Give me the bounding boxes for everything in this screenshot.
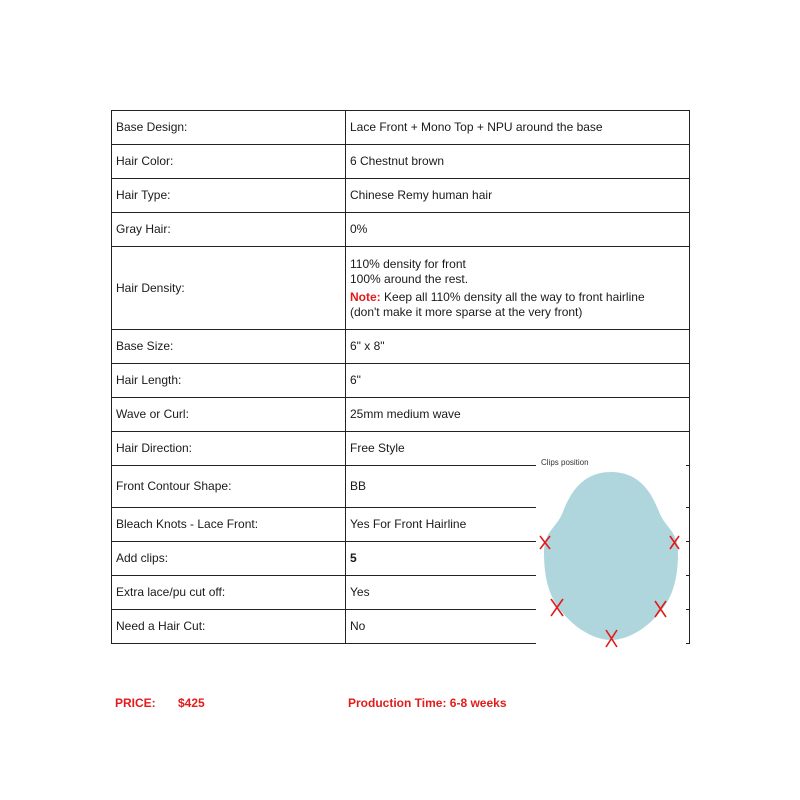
- table-row: [112, 145, 690, 179]
- row-label: Hair Type:: [112, 179, 346, 213]
- row-label: Need a Hair Cut:: [112, 610, 346, 644]
- row-value: 5: [346, 542, 690, 576]
- row-label: Base Size:: [112, 330, 346, 364]
- row-value: Lace Front + Mono Top + NPU around the base: [346, 111, 690, 145]
- table-row: [112, 398, 690, 432]
- row-label: Bleach Knots - Lace Front:: [112, 508, 346, 542]
- price-value: $425: [178, 696, 205, 710]
- clips-diagram-svg: [536, 452, 686, 650]
- table-row: [112, 213, 690, 247]
- note-text-2: (don't make it more sparse at the very front): [350, 304, 583, 319]
- row-value: Yes: [346, 576, 690, 610]
- price-label: PRICE:: [115, 696, 156, 710]
- density-line-1: 110% density for front: [350, 256, 466, 271]
- diagram-label: Clips position: [541, 458, 589, 467]
- row-label: Hair Length:: [112, 364, 346, 398]
- table-row: [112, 330, 690, 364]
- hair-base-shape: [544, 472, 678, 640]
- row-label: Extra lace/pu cut off:: [112, 576, 346, 610]
- row-label: Front Contour Shape:: [112, 466, 346, 508]
- table-row: [112, 364, 690, 398]
- row-label: Base Design:: [112, 111, 346, 145]
- row-label: Hair Direction:: [112, 432, 346, 466]
- table-row: [112, 111, 690, 145]
- row-value: 6 Chestnut brown: [346, 145, 690, 179]
- table-row: [112, 179, 690, 213]
- density-value: [346, 247, 690, 330]
- row-value: 25mm medium wave: [346, 398, 690, 432]
- row-value: Yes For Front Hairline: [346, 508, 690, 542]
- row-value: BB: [346, 466, 690, 508]
- row-value: Free Style: [346, 432, 690, 466]
- density-note: [350, 290, 685, 305]
- row-value: Chinese Remy human hair: [346, 179, 690, 213]
- row-value: 6" x 8": [346, 330, 690, 364]
- row-value: 6": [346, 364, 690, 398]
- density-line-2: 100% around the rest.: [350, 271, 469, 286]
- row-value: No: [346, 610, 690, 644]
- table-row: [112, 247, 690, 330]
- row-value: 0%: [346, 213, 690, 247]
- row-label: Hair Color:: [112, 145, 346, 179]
- row-label: Hair Density:: [112, 247, 346, 330]
- row-label: Gray Hair:: [112, 213, 346, 247]
- note-label: Note:: [350, 289, 381, 304]
- clips-position-diagram: [536, 452, 686, 650]
- production-time: Production Time: 6-8 weeks: [348, 696, 507, 710]
- row-label: Add clips:: [112, 542, 346, 576]
- row-label: Wave or Curl:: [112, 398, 346, 432]
- note-text: Keep all 110% density all the way to front hairline: [384, 289, 645, 304]
